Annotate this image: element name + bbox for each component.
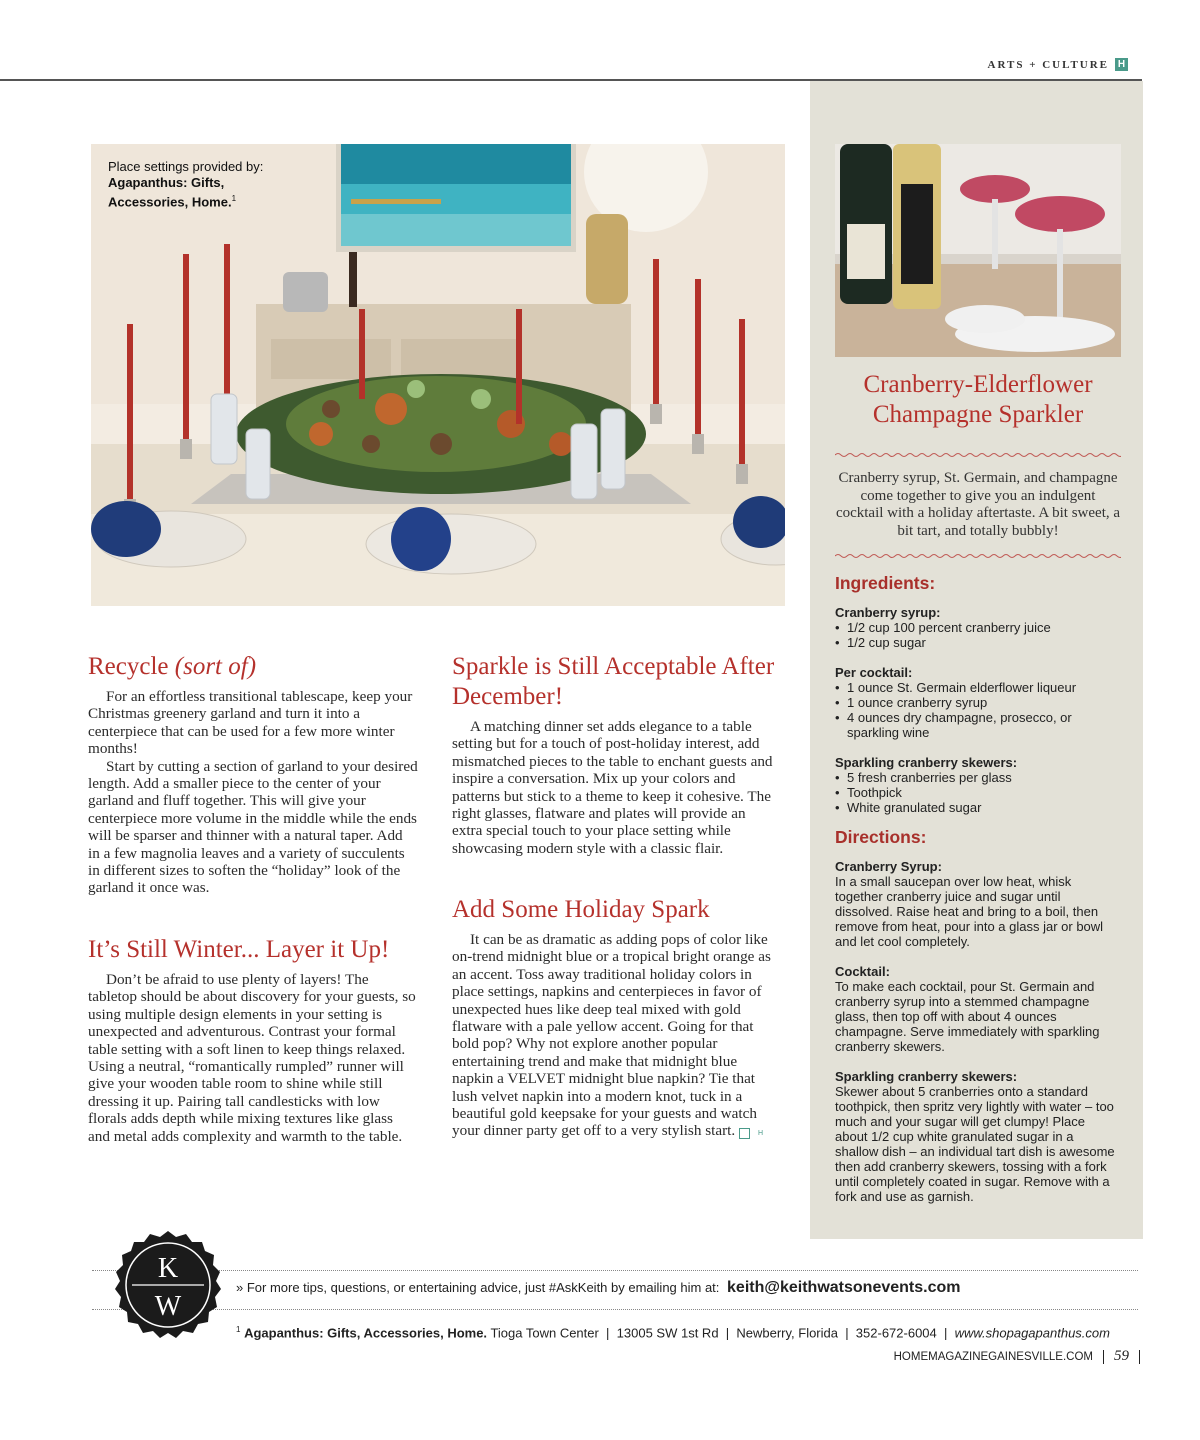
caption-line-2: Agapanthus: Gifts, — [108, 175, 225, 190]
ingredient-item: • 1/2 cup sugar — [835, 635, 1125, 650]
tablescape-photo — [91, 144, 785, 606]
ingredient-item: • 5 fresh cranberries per glass — [835, 770, 1125, 785]
direction-title: Cranberry Syrup: — [835, 859, 942, 874]
wavy-divider — [835, 553, 1121, 559]
recipe-title — [835, 370, 1121, 430]
ingredient-item: • 1/2 cup 100 percent cranberry juice — [835, 620, 1125, 635]
heading-spark: Add Some Holiday Spark — [452, 896, 710, 923]
ingredient-group-title: Cranberry syrup: — [835, 605, 941, 620]
footnote-url[interactable]: www.shopagapanthus.com — [954, 1325, 1110, 1341]
ingredient-item: • White granulated sugar — [835, 800, 1125, 815]
recipe-title-line-1: Cranberry-Elderflower — [863, 371, 1093, 398]
paragraph: It can be as dramatic as adding pops of color like on-trend midnight blue or a tropical bright orange as an accent. Toss away traditional holiday colors in place settings, napkins and centerpieces in favor of unexpected hues like deep teal mixed with gold flatware with a pale yellow accent. Going for that bold pop? Why not explore another popular entertaining trend and make that midnight blue napkin a VELVET midnight blue napkin? Tie that lush velvet napkin into a modern knot, tuck in a beautiful gold keepsake for your guests and watch your dinner party get off to a very stylish start. H — [452, 931, 771, 1140]
dotted-divider — [92, 1309, 1138, 1310]
ingredient-item: • 4 ounces dry champagne, prosecco, or sparkling wine — [835, 710, 1102, 740]
wavy-divider — [835, 452, 1121, 458]
article-column-middle-2 — [452, 895, 778, 1140]
direction-text: In a small saucepan over low heat, whisk together cranberry juice and sugar until dissolved. Raise heat and bring to a boil, then remove from heat, pour into a glass jar or bowl and let cool completely. — [835, 874, 1104, 949]
direction-title: Sparkling cranberry skewers: — [835, 1069, 1018, 1084]
paragraph: A matching dinner set adds elegance to a table setting but for a touch of post-holiday interest, add mismatched pieces to the table to enchant guests and inspire a conversation. Mix up your colors and patterns but stick to a theme to keep it cohesive. The right glasses, flatware and plates will provide an extra special touch to your place setting while showcasing modern style with a classic flair. — [452, 718, 773, 857]
home-logo-badge: H — [1115, 58, 1128, 71]
footnote-details: Tioga Town Center | 13005 SW 1st Rd | Newberry, Florida | 352-672-6004 | — [487, 1325, 955, 1341]
footnote-name: Agapanthus: Gifts, Accessories, Home. — [244, 1325, 488, 1341]
article-column-left — [88, 652, 418, 897]
recipe-intro: Cranberry syrup, St. Germain, and champagne come together to give you an indulgent cocktail with a holiday aftertaste. A bit sweet, a bit tart, and totally bubbly! — [835, 470, 1121, 539]
article-column-middle — [452, 652, 778, 857]
paragraph: For an effortless transitional tablescape, keep your Christmas greenery garland and turn it into a centerpiece that can be used for a few more winter months! — [88, 688, 413, 758]
end-mark-icon: H — [739, 1128, 750, 1139]
ingredient-item: • 1 ounce St. Germain elderflower liqueur — [835, 680, 1125, 695]
tip-line — [236, 1279, 960, 1297]
footnote-number: 1 — [236, 1325, 241, 1334]
paragraph: Start by cutting a section of garland to your desired length. Add a smaller piece to the center of your garland and fluff together. This will give your centerpiece more volume in the middle while the ends will be sparser and thinner with a natural taper. Add in a few magnolia leaves and a variety of succulents in different sizes to soften the “holiday” look of the garland it once was. — [88, 757, 418, 897]
tablescape-illustration — [91, 144, 785, 606]
directions-section — [835, 827, 1120, 1204]
recipe-title-line-2: Champagne Sparkler — [872, 401, 1084, 428]
tip-text: » For more tips, questions, or entertaining advice, just #AskKeith by emailing him at: — [236, 1280, 720, 1295]
tip-email-link[interactable]: keith@keithwatsonevents.com — [727, 1279, 961, 1296]
ingredient-group-title: Sparkling cranberry skewers: — [835, 755, 1018, 770]
heading-recycle: Recycle (sort of) — [88, 653, 257, 680]
page-number: 59 — [1114, 1348, 1129, 1364]
footer-divider — [1103, 1350, 1104, 1364]
heading-sparkle: Sparkle is Still Acceptable After December! — [452, 653, 775, 710]
cocktail-photo — [835, 144, 1121, 357]
site-url: HOMEMAGAZINEGAINESVILLE.COM — [893, 1350, 1093, 1363]
footer-divider — [1139, 1350, 1140, 1364]
ingredient-item: • Toothpick — [835, 785, 1125, 800]
direction-text: To make each cocktail, pour St. Germain and cranberry syrup into a stemmed champagne glass, then top off with about 4 ounces champagne. Serve immediately with sparkling cranberry skewers. — [835, 979, 1100, 1054]
ingredients-section — [835, 573, 1125, 815]
seal-letter-w: W — [154, 1291, 182, 1322]
dotted-divider — [92, 1270, 1138, 1271]
section-title: ARTS + CULTURE — [987, 58, 1109, 71]
caption-footnote-ref: 1 — [231, 194, 237, 203]
directions-heading: Directions: — [835, 827, 927, 847]
seal-letter-k: K — [157, 1253, 179, 1284]
ingredients-heading: Ingredients: — [835, 573, 936, 593]
direction-title: Cocktail: — [835, 964, 890, 979]
footnote — [236, 1325, 1110, 1340]
page-footer — [894, 1348, 1140, 1365]
cocktail-illustration — [835, 144, 1121, 357]
article-column-left-2 — [88, 935, 418, 1145]
photo-caption — [108, 159, 263, 210]
heading-winter: It’s Still Winter... Layer it Up! — [88, 936, 390, 963]
direction-text: Skewer about 5 cranberries onto a standard toothpick, then spritz very lightly with water – too much and your sugar will get clumpy! Place about 1/2 cup white granulated sugar in a shallow dish – an individual tart dish is awesome then add cranberry skewers, tossing with a fork until completely coated in sugar. Remove with a fork and use as garnish. — [835, 1084, 1115, 1204]
paragraph: Don’t be afraid to use plenty of layers! The tabletop should be about discovery for your guests, so using multiple design elements in your setting is unexpected and adventurous. Contrast your formal table setting with a soft linen to keep things relaxed. Using a neutral, “romantically rumpled” runner will give your wooden table room to shine while still dressing it up. Pairing tall candlesticks with low florals adds depth while mixing textures like glass and metal adds complexity and warmth to the table. — [88, 971, 416, 1145]
section-label — [988, 58, 1129, 71]
caption-line-3: Accessories, Home. — [108, 194, 232, 210]
kw-seal-logo — [112, 1229, 224, 1341]
caption-line-1: Place settings provided by: — [108, 159, 264, 174]
ingredient-item: • 1 ounce cranberry syrup — [835, 695, 1125, 710]
ingredient-group-title: Per cocktail: — [835, 665, 913, 680]
